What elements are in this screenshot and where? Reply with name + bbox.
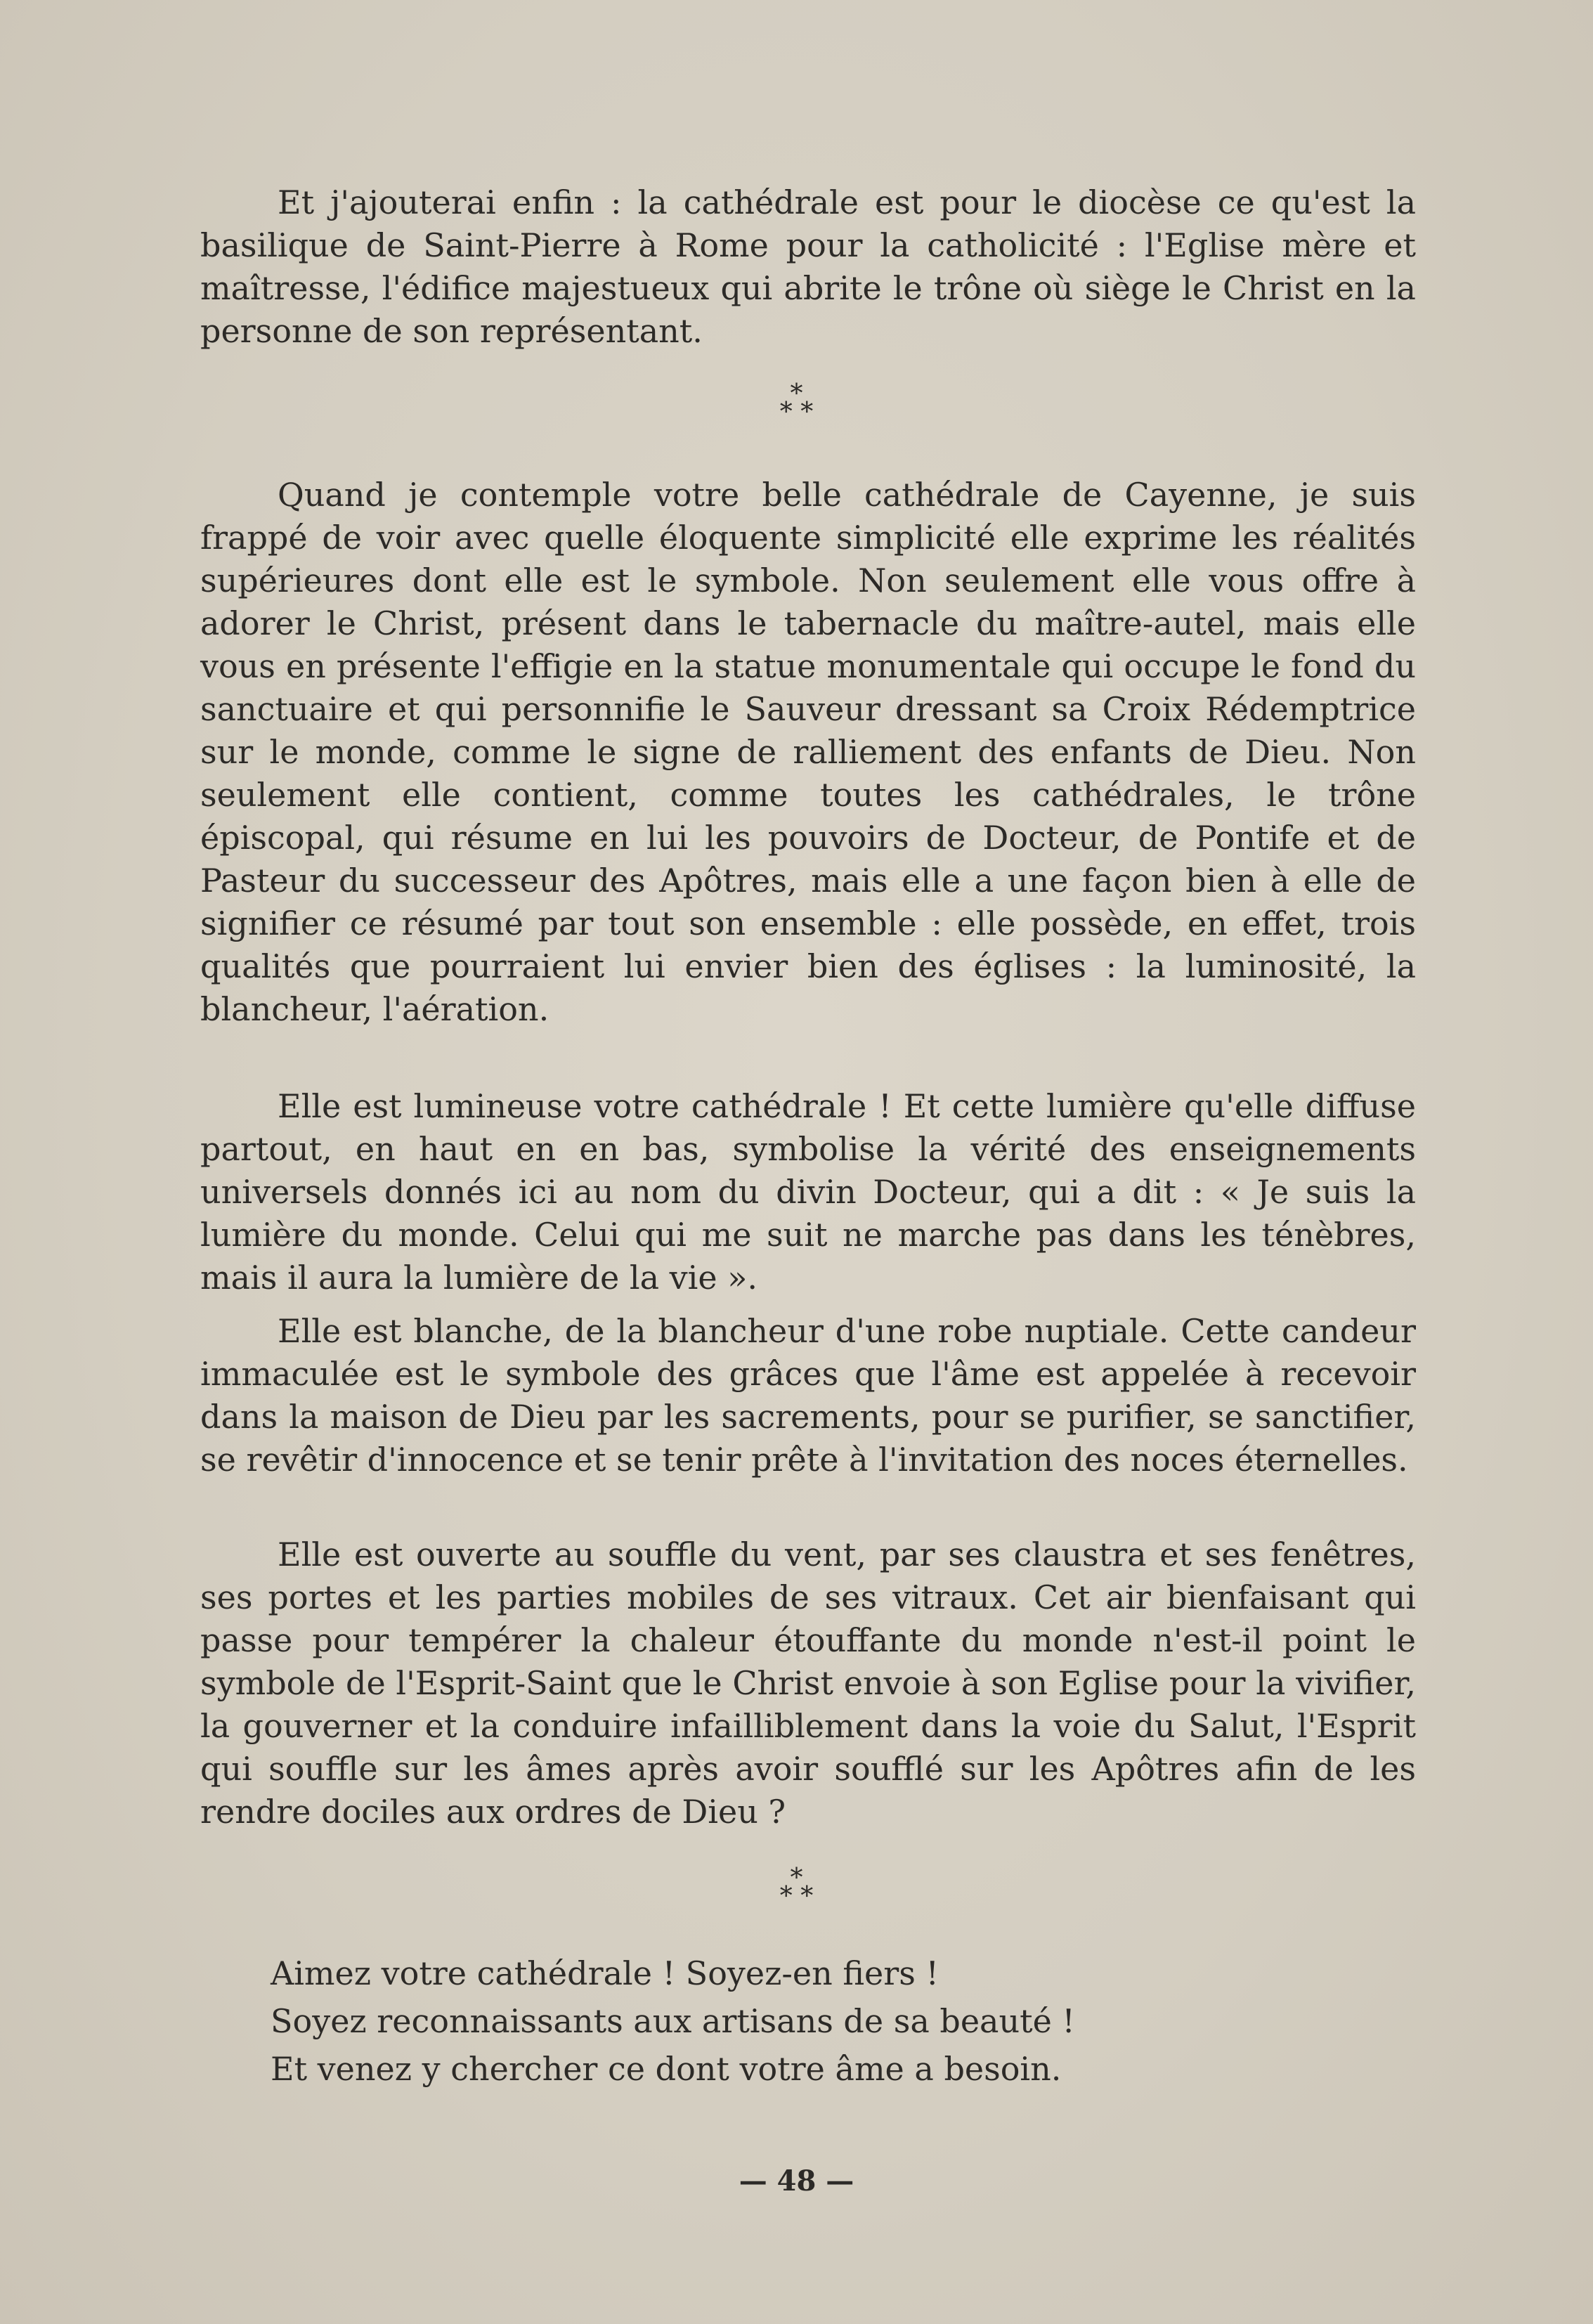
paragraph-white: Elle est blanche, de la blancheur d'une robe nuptiale. Cette candeur immaculée est le symbole des grâces que l'âme est appelée à recevoir dans la maison de Dieu par les sacrements, pour se purifier, se sanctifier, se revêtir d'innocence et se tenir prête à l'invitation des noces éternelles. — [200, 1312, 1416, 1479]
closing-line: Soyez reconnaissants aux artisans de sa beauté ! — [271, 2002, 1075, 2040]
paragraph-open-to-wind: Elle est ouverte au souffle du vent, par ses claustra et ses fenêtres, ses portes et les parties mobiles de ses vitraux. Cet air bienfaisant qui passe pour tempérer la chaleur étouffante du monde n'est-il point le symbole de l'Esprit-Saint que le Christ envoie à son Eglise pour la vivifier, la gouverner et la conduire infailliblement dans la voie du Salut, l'Esprit qui souffle sur les âmes après avoir soufflé sur les Apôtres afin de les rendre dociles aux ordres de Dieu ? — [200, 1536, 1416, 1831]
closing-line: Aimez votre cathédrale ! Soyez-en fiers ! — [271, 1954, 939, 1992]
section-separator-asterism: * * * — [779, 1864, 814, 1911]
closing-line: Et venez y chercher ce dont votre âme a besoin. — [271, 2050, 1062, 2088]
paragraph-cathedral-basilica: Et j'ajouterai enfin : la cathédrale est pour le diocèse ce qu'est la basilique de Saint-Pierre à Rome pour la catholicité : l'Eglise mère et maîtresse, l'édifice majestueux qui abrite le trône où siège le Christ en la personne de son représentant. — [200, 183, 1416, 350]
paragraph-cathedral-cayenne: Quand je contemple votre belle cathédrale de Cayenne, je suis frappé de voir avec quelle éloquente simplicité elle exprime les réalités supérieures dont elle est le symbole. Non seulement elle vous offre à adorer le Christ, présent dans le tabernacle du maître-autel, mais elle vous en présente l'effigie en la statue monumentale qui occupe le fond du sanctuaire et qui personnifie le Sauveur dressant sa Croix Rédemptrice sur le monde, comme le signe de ralliement des enfants de Dieu. Non seulement elle contient, comme toutes les cathédrales, le trône épiscopal, qui résume en lui les pouvoirs de Docteur, de Pontife et de Pasteur du successeur des Apôtres, mais elle a une façon bien à elle de signifier ce résumé par tout son ensemble : elle possède, en effet, trois qualités que pourraient lui envier bien des églises : la luminosité, la blancheur, l'aération. — [200, 476, 1416, 1028]
section-separator-asterism: * * * — [779, 379, 814, 427]
page-number: — 48 — — [739, 2164, 854, 2198]
paragraph-luminous: Elle est lumineuse votre cathédrale ! Et cette lumière qu'elle diffuse partout, en haut en en bas, symbolise la vérité des enseignements universels donnés ici au nom du divin Docteur, qui a dit : « Je suis la lumière du monde. Celui qui me suit ne marche pas dans les ténèbres, mais il aura la lumière de la vie ». — [200, 1087, 1416, 1297]
